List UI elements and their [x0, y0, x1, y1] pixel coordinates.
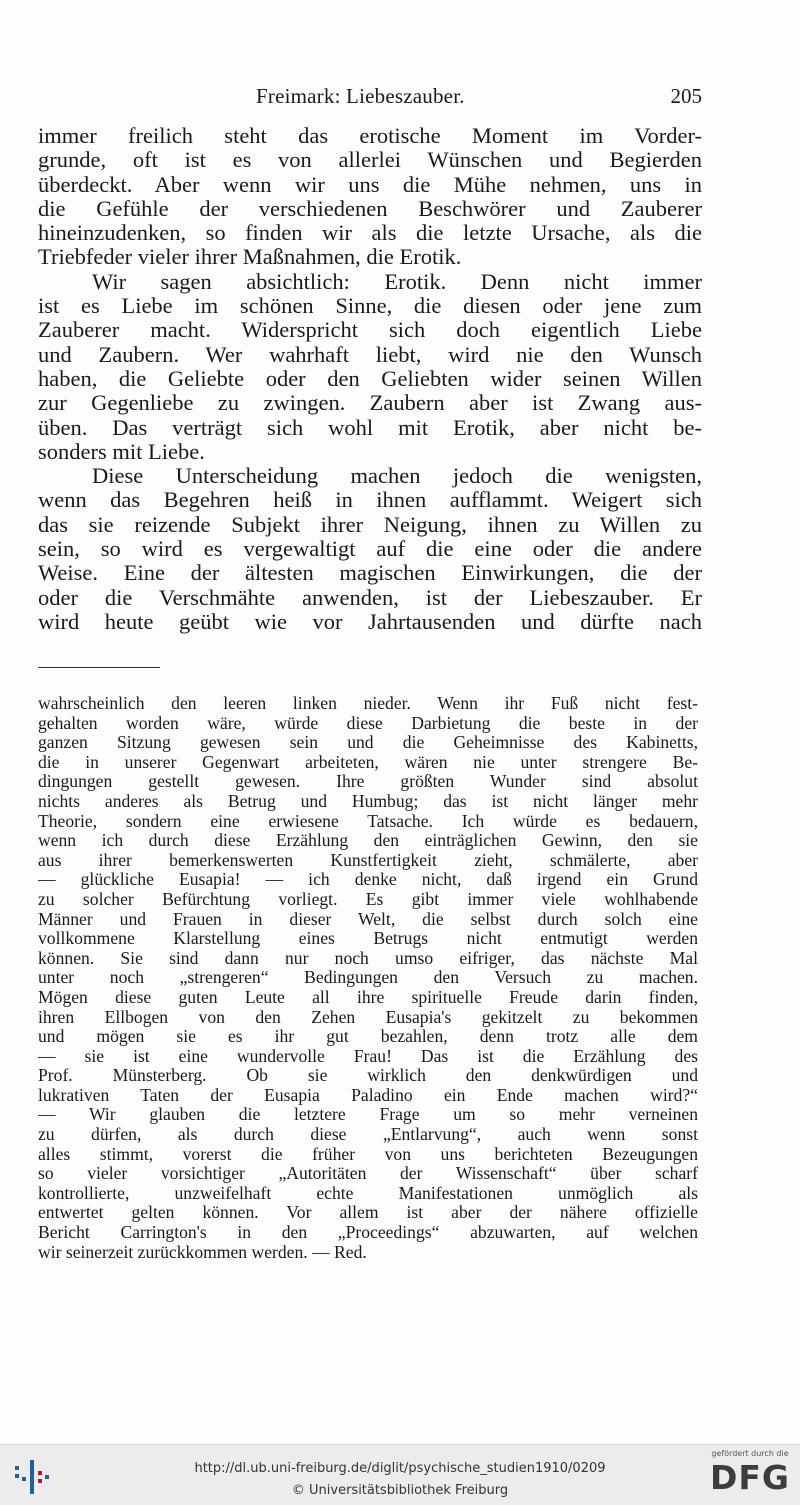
footnote-line: Prof. Münsterberg. Ob sie wirklich den denkwürdigen und — [38, 1066, 698, 1086]
body-line: oder die Verschmähte anwenden, ist der Liebeszauber. Er — [38, 585, 702, 610]
body-line: Wir sagen absichtlich: Erotik. Denn nicht immer — [92, 269, 702, 294]
footnote-line: zu dürfen, als durch diese „Entlarvung“, auch wenn sonst — [38, 1125, 698, 1145]
footnote-line: Theorie, sondern eine erwiesene Tatsache. Ich würde es bedauern, — [38, 811, 698, 831]
footnote-line: Männer und Frauen in dieser Welt, die selbst durch solch eine — [38, 909, 698, 929]
footnote-line: gehalten worden wäre, würde diese Darbietung die beste in der — [38, 713, 698, 733]
dfg-funding-logo — [708, 1449, 792, 1501]
footnote-divider — [38, 667, 160, 668]
body-line: hineinzudenken, so finden wir als die letzte Ursache, als die — [38, 221, 702, 246]
footnote-line: wahrscheinlich den leeren linken nieder. Wenn ihr Fuß nicht fest- — [38, 694, 698, 713]
body-line: Zauberer macht. Widerspricht sich doch eigentlich Liebe — [38, 318, 702, 343]
footnote-line: ganzen Sitzung gewesen sein und die Geheimnisse des Kabinetts, — [38, 733, 698, 753]
body-line: wird heute geübt wie vor Jahrtausenden und dürfte nach — [38, 609, 702, 634]
running-title: Freimark: Liebeszauber. — [256, 84, 465, 108]
page-number: 205 — [670, 84, 702, 108]
body-line: grunde, oft ist es von allerlei Wünschen und Begierden — [38, 148, 702, 173]
footnote-line: dingungen gestellt gewesen. Ihre größten Wunder sind absolut — [38, 772, 698, 792]
footnote-line: — sie ist eine wundervolle Frau! Das ist die Erzählung des — [38, 1046, 698, 1066]
footnote-line: wenn ich durch diese Erzählung den einträglichen Gewinn, den sie — [38, 831, 698, 851]
body-line: überdeckt. Aber wenn wir uns die Mühe nehmen, uns in — [38, 172, 702, 197]
source-url-link[interactable]: http://dl.ub.uni-freiburg.de/diglit/psychische_studien1910/0209 — [194, 1461, 606, 1476]
body-line: sonders mit Liebe. — [38, 439, 205, 464]
footnote-line: unter noch „strengeren“ Bedingungen den Versuch zu machen. — [38, 968, 698, 988]
footnote-line: kontrollierte, unzweifelhaft echte Manifestationen unmöglich als — [38, 1183, 698, 1203]
footnote-text — [38, 694, 698, 1262]
body-line: Weise. Eine der ältesten magischen Einwirkungen, die der — [38, 561, 702, 586]
body-line: die Gefühle der verschiedenen Beschwörer und Zauberer — [38, 196, 702, 221]
footnote-line: lukrativen Taten der Eusapia Paladino ein Ende machen wird?“ — [38, 1085, 698, 1105]
body-line: haben, die Geliebte oder den Geliebten wider seinen Willen — [38, 366, 702, 391]
footnote-line: — glückliche Eusapia! — ich denke nicht, daß irgend ein Grund — [38, 870, 698, 890]
dfg-caption: gefördert durch die — [711, 1449, 789, 1458]
footnote-line: Bericht Carrington's in den „Proceedings“ abzuwarten, auf welchen — [38, 1223, 698, 1243]
body-line: immer freilich steht das erotische Moment im Vorder- — [38, 124, 702, 148]
body-text — [38, 124, 702, 634]
footnote-line: alles stimmt, vorerst die früher von uns berichteten Bezeugungen — [38, 1144, 698, 1164]
footnote-line: so vieler vorsichtiger „Autoritäten der Wissenschaft“ über scharf — [38, 1164, 698, 1184]
footnote-line: zu solcher Befürchtung vorliegt. Es gibt immer viele wohlhabende — [38, 889, 698, 909]
footnote-line: — Wir glauben die letztere Frage um so mehr verneinen — [38, 1105, 698, 1125]
body-line: sein, so wird es vergewaltigt auf die eine oder die andere — [38, 537, 702, 562]
footnote-line: entwertet gelten können. Vor allem ist aber der nähere offizielle — [38, 1203, 698, 1223]
footnote-line: ihren Ellbogen von den Zehen Eusapia's gekitzelt zu bekommen — [38, 1007, 698, 1027]
page-header — [38, 84, 702, 110]
footnote-line: vollkommene Klarstellung eines Betrugs nicht entmutigt werden — [38, 929, 698, 949]
body-line: ist es Liebe im schönen Sinne, die diesen oder jene zum — [38, 294, 702, 319]
footer-bar — [0, 1444, 800, 1505]
footnote-line: die in unserer Gegenwart arbeiteten, wären nie unter strengere Be- — [38, 752, 698, 772]
footnote-line: nichts anderes als Betrug und Humbug; das ist nicht länger mehr — [38, 791, 698, 811]
footnote-line: und mögen sie es ihr gut bezahlen, denn trotz alle dem — [38, 1027, 698, 1047]
body-line: das sie reizende Subjekt ihrer Neigung, ihnen zu Willen zu — [38, 512, 702, 537]
body-line: und Zaubern. Wer wahrhaft liebt, wird nie den Wunsch — [38, 342, 702, 367]
copyright-notice: © Universitätsbibliothek Freiburg — [291, 1483, 509, 1498]
body-line: Diese Unterscheidung machen jedoch die wenigsten, — [92, 464, 702, 489]
body-line: üben. Das verträgt sich wohl mit Erotik, aber nicht be- — [38, 415, 702, 440]
body-line: wenn das Begehren heiß in ihnen aufflammt. Weigert sich — [38, 488, 702, 513]
body-line: Triebfeder vieler ihrer Maßnahmen, die Erotik. — [38, 245, 462, 270]
dfg-mark: DFG — [709, 1458, 791, 1497]
footnote-line: aus ihrer bemerkenswerten Kunstfertigkeit zieht, schmälerte, aber — [38, 850, 698, 870]
footnote-line: können. Sie sind dann nur noch umso eifriger, das nächste Mal — [38, 948, 698, 968]
body-line: zur Gegenliebe zu zwingen. Zaubern aber ist Zwang aus- — [38, 391, 702, 416]
footnote-line: Mögen diese guten Leute all ihre spirituelle Freude darin finden, — [38, 987, 698, 1007]
footnote-line: wir seinerzeit zurückkommen werden. — Red. — [38, 1242, 367, 1262]
